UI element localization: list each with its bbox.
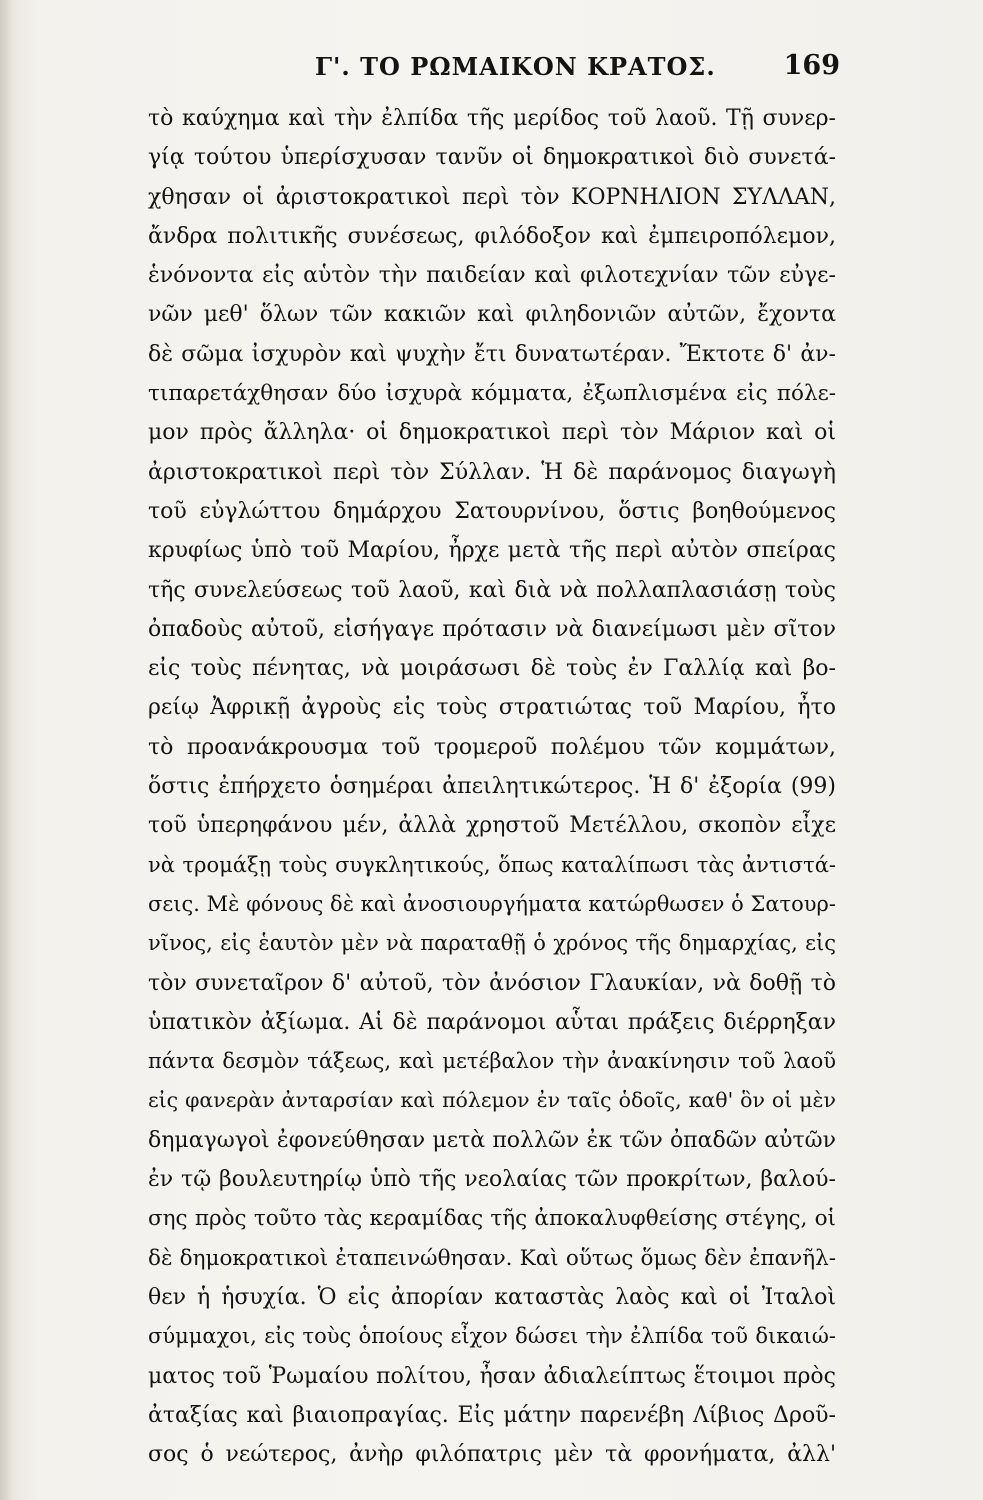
text-line: νῶν μεθ' ὅλων τῶν κακιῶν καὶ φιληδονιῶν αὐτῶν, ἔχοντα: [148, 302, 836, 328]
text-line: ἐν τῷ βουλευτηρίῳ ὑπὸ τῆς νεολαίας τῶν προκρίτων, βαλού-: [148, 1167, 836, 1193]
text-line: γίᾳ τούτου ὑπερίσχυσαν τανῦν οἱ δημοκρατικοὶ διὸ συνετά-: [148, 145, 836, 171]
text-line: σύμμαχοι, εἰς τοὺς ὁποίους εἶχον δώσει τὴν ἐλπίδα τοῦ δικαιώ-: [148, 1324, 836, 1349]
text-line: νὰ τρομάξῃ τοὺς συγκλητικούς, ὅπως καταλίπωσι τὰς ἀντιστά-: [148, 852, 836, 877]
text-line: νῖνος, εἰς ἑαυτὸν μὲν νὰ παραταθῇ ὁ χρόνος τῆς δημαρχίας, εἰς: [148, 931, 836, 956]
text-line: πάντα δεσμὸν τάξεως, καὶ μετέβαλον τὴν ἀνακίνησιν τοῦ λαοῦ: [148, 1049, 836, 1074]
text-line: τὸ προανάκρουσμα τοῦ τρομεροῦ πολέμου τῶν κομμάτων,: [148, 734, 836, 760]
text-line: τοῦ εὐγλώττου δημάρχου Σατουρνίνου, ὅστις βοηθούμενος: [148, 498, 836, 524]
text-line: δημαγωγοὶ ἐφονεύθησαν μετὰ πολλῶν ἐκ τῶν ὀπαδῶν αὐτῶν: [148, 1127, 836, 1153]
text-line: τιπαρετάχθησαν δύο ἰσχυρὰ κόμματα, ἐξωπλισμένα εἰς πόλε-: [148, 381, 836, 407]
text-line: τοῦ ὑπερηφάνου μέν, ἀλλὰ χρηστοῦ Μετέλλου, σκοπὸν εἶχε: [148, 813, 836, 839]
text-line: χθησαν οἱ ἀριστοκρατικοὶ περὶ τὸν ΚΟΡΝΗΛΙΟΝ ΣΥΛΛΑΝ,: [148, 184, 836, 210]
text-line: ματος τοῦ Ῥωμαίου πολίτου, ἦσαν ἀδιαλείπτως ἕτοιμοι πρὸς: [148, 1363, 836, 1389]
page-header: [150, 50, 840, 90]
text-line: ὀπαδοὺς αὐτοῦ, εἰσήγαγε πρότασιν νὰ διανείμωσι μὲν σῖτον: [148, 616, 836, 642]
text-line: τὸ καύχημα καὶ τὴν ἐλπίδα τῆς μερίδος τοῦ λαοῦ. Τῇ συνερ-: [148, 106, 836, 131]
text-line: σεις. Μὲ φόνους δὲ καὶ ἀνοσιουργήματα κατώρθωσεν ὁ Σατουρ-: [148, 891, 836, 916]
text-line: δὲ σῶμα ἰσχυρὸν καὶ ψυχὴν ἔτι δυνατωτέραν. Ἔκτοτε δ' ἀν-: [148, 341, 836, 367]
text-line: ὅστις ἐπήρχετο ὁσημέραι ἀπειλητικώτερος. Ἡ δ' ἐξορία (99): [148, 774, 836, 800]
text-line: τὸν συνεταῖρον δ' αὐτοῦ, τὸν ἀνόσιον Γλαυκίαν, νὰ δοθῇ τὸ: [148, 970, 836, 996]
page-gutter-shadow: [0, 0, 14, 1500]
text-line: σης πρὸς τοῦτο τὰς κεραμίδας τῆς ἀποκαλυφθείσης στέγης, οἱ: [148, 1206, 836, 1232]
text-line: θεν ἡ ἡσυχία. Ὁ εἰς ἀπορίαν καταστὰς λαὸς καὶ οἱ Ἰταλοὶ: [148, 1284, 836, 1310]
text-line: εἰς φανερὰν ἀνταρσίαν καὶ πόλεμον ἐν ταῖς ὁδοῖς, καθ' ὃν οἱ μὲν: [148, 1088, 836, 1113]
running-title: Γ'. ΤΟ ΡΩΜΑΙΚΟΝ ΚΡΑΤΟΣ.: [315, 52, 716, 81]
text-line: ρείῳ Ἀφρικῇ ἀγροὺς εἰς τοὺς στρατιώτας τοῦ Μαρίου, ἦτο: [148, 695, 836, 721]
text-line: ἀριστοκρατικοὶ περὶ τὸν Σύλλαν. Ἡ δὲ παράνομος διαγωγὴ: [148, 459, 836, 485]
text-line: ὑπατικὸν ἀξίωμα. Αἱ δὲ παράνομοι αὗται πράξεις διέρρηξαν: [148, 1009, 836, 1035]
text-line: ἀταξίας καὶ βιαιοπραγίας. Εἰς μάτην παρενέβη Λίβιος Δροῦ-: [148, 1402, 836, 1428]
body-text: [148, 99, 836, 1474]
text-line: ἄνδρα πολιτικῆς συνέσεως, φιλόδοξον καὶ ἐμπειροπόλεμον,: [148, 223, 836, 249]
text-line: σος ὁ νεώτερος, ἀνὴρ φιλόπατρις μὲν τὰ φρονήματα, ἀλλ': [148, 1442, 836, 1468]
page-number: 169: [783, 50, 840, 81]
text-line: τῆς συνελεύσεως τοῦ λαοῦ, καὶ διὰ νὰ πολλαπλασιάσῃ τοὺς: [148, 577, 836, 603]
text-line: κρυφίως ὑπὸ τοῦ Μαρίου, ἦρχε μετὰ τῆς περὶ αὐτὸν σπείρας: [148, 538, 836, 564]
text-line: δὲ δημοκρατικοὶ ἐταπεινώθησαν. Καὶ οὕτως ὅμως δὲν ἐπανῆλ-: [148, 1245, 836, 1271]
text-line: μον πρὸς ἄλληλα· οἱ δημοκρατικοὶ περὶ τὸν Μάριον καὶ οἱ: [148, 420, 836, 446]
text-line: ἑνόνοντα εἰς αὑτὸν τὴν παιδείαν καὶ φιλοτεχνίαν τῶν εὐγε-: [148, 263, 836, 289]
text-line: εἰς τοὺς πένητας, νὰ μοιράσωσι δὲ τοὺς ἐν Γαλλίᾳ καὶ βο-: [148, 656, 836, 682]
